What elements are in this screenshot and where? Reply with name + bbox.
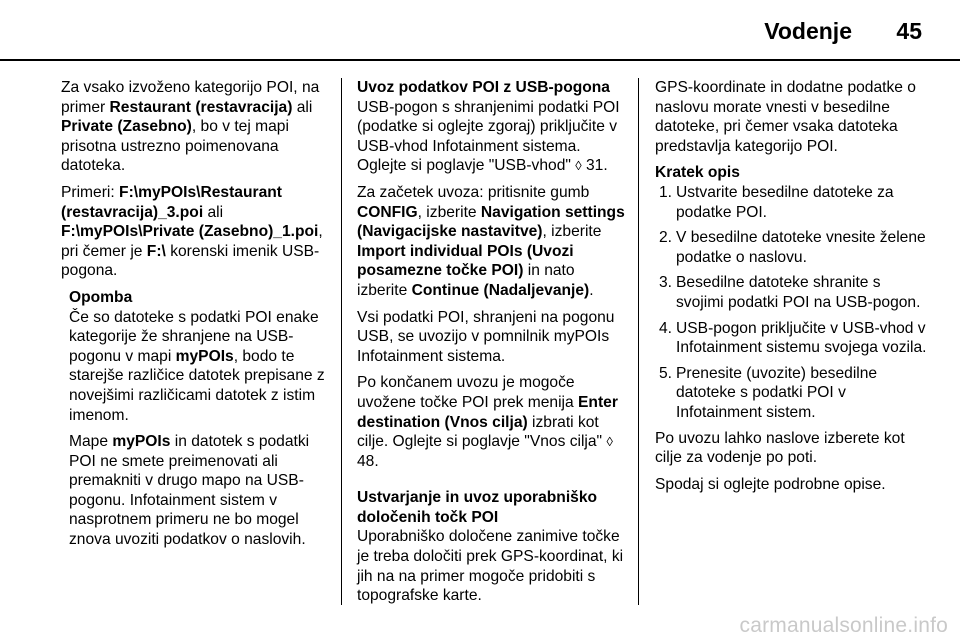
header-rule	[0, 59, 960, 61]
page-ref-arrow-icon: ◊	[575, 158, 582, 174]
list-item: 3. Besedilne datoteke shranite s svojimi podatki POI na USB-pogon.	[658, 274, 921, 311]
gps-paragraph: GPS-koordinate in dodatne podatke o naslovu morate vnesti v besedilne datoteke, pri čemer vsaka datoteka predstavlja kategorijo POI.	[655, 79, 916, 155]
list-item: 5. Prenesite (uvozite) besedilne datoteke s podatki POI v Infotainment sistem.	[658, 364, 878, 421]
column-divider-2	[638, 78, 639, 605]
note-box	[61, 288, 332, 550]
list-item: 2. V besedilne datoteke vnesite želene podatke o naslovu.	[658, 229, 926, 266]
column-3	[655, 78, 927, 501]
details-paragraph: Spodaj si oglejte podrobne opise.	[655, 475, 886, 493]
after-import-paragraph: Po uvozu lahko naslove izberete kot cilje za vodenje po poti.	[655, 429, 905, 467]
column-1	[61, 78, 332, 557]
list-item: 4. USB-pogon priključite v USB-vhod v Infotainment sistemu svojega vozila.	[658, 319, 927, 357]
usb-paragraph: USB-pogon s shranjenimi podatki POI (podatke si oglejte zgoraj) priključite v USB-vhod Infotainment sistema. Oglejte si poglavje "USB-vhod" ◊ 31.	[357, 98, 620, 175]
steps-list	[655, 183, 927, 423]
section-heading-user-poi: Ustvarjanje in uvoz uporabniško določenih točk POI	[357, 489, 598, 526]
list-item: 1. Ustvarite besedilne datoteke za podatke POI.	[658, 183, 894, 221]
page-header	[0, 0, 960, 60]
column-divider-1	[341, 78, 342, 605]
column-2	[357, 78, 627, 613]
chapter-title: Vodenje	[764, 18, 852, 44]
note-title: Opomba	[69, 288, 133, 306]
page-number: 45	[896, 18, 922, 44]
summary-heading: Kratek opis	[655, 164, 740, 182]
note-paragraph-2: Mape myPOIs in datotek s podatki POI ne smete preimenovati ali premakniti v drugo mapo na USB-pogonu. Infotainment sistem v nasprotnem primeru ne bo mogel znova uvoziti podatkov o naslovih.	[69, 433, 310, 549]
section-heading-import: Uvoz podatkov POI z USB-pogona	[357, 79, 610, 96]
examples-paragraph: Primeri: F:\myPOIs\Restaurant (restavracija)_3.poi ali F:\myPOIs\Private (Zasebno)_1.poi, pri čemer je F:\ korenski imenik USB-pogona.	[61, 183, 323, 280]
note-paragraph-1: Če so datoteke s podatki POI enake kategorije že shranjene na USB-pogonu v mapi myPOIs, bodo te starejše različice datotek prepisane z novejšimi različicami datotek z istim imenom.	[69, 308, 325, 424]
intro-paragraph: Za vsako izvoženo kategorijo POI, na primer Restaurant (restavracija) ali Private (Zasebno), bo v tej mapi prisotna ustrezno poimenovana datoteka.	[61, 79, 320, 175]
storage-paragraph: Vsi podatki POI, shranjeni na pogonu USB, se uvozijo v pomnilnik myPOIs Infotainment sistema.	[357, 308, 615, 365]
import-steps-paragraph: Za začetek uvoza: pritisnite gumb CONFIG, izberite Navigation settings (Navigacijske nastavitve), izberite Import individual POIs (Uvozi posamezne točke POI) in nato izberite Continue (Nadaljevanje).	[357, 183, 625, 299]
watermark: carmanualsonline.info	[739, 614, 948, 637]
page-ref-arrow-icon: ◊	[606, 434, 613, 450]
destination-paragraph: Po končanem uvozu je mogoče uvožene točke POI prek menija Enter destination (Vnos cilja) izbrati kot cilje. Oglejte si poglavje "Vnos cilja" ◊ 48.	[357, 374, 618, 470]
user-poi-paragraph: Uporabniško določene zanimive točke je treba določiti prek GPS-koordinat, ki jih na na primer mogoče pridobiti s topografske karte.	[357, 528, 624, 605]
